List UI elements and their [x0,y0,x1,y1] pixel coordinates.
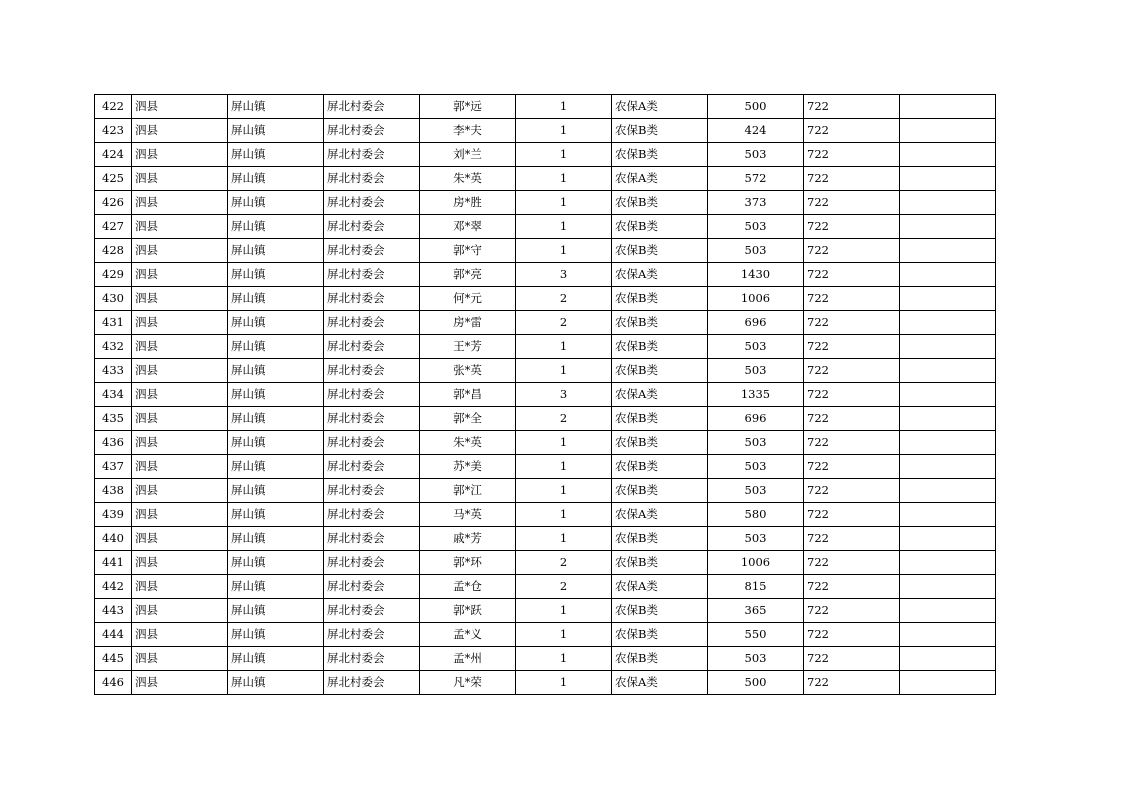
row-number-cell: 440 [95,527,132,551]
name-cell: 苏*美 [420,455,516,479]
remark-cell [900,503,996,527]
county-cell: 泗县 [132,311,228,335]
county-cell: 泗县 [132,575,228,599]
person-count-cell: 1 [516,623,612,647]
remark-cell [900,599,996,623]
code-cell: 722 [804,95,900,119]
town-cell: 屏山镇 [228,287,324,311]
name-cell: 郭*跃 [420,599,516,623]
person-count-cell: 1 [516,191,612,215]
village-committee-cell: 屏北村委会 [324,215,420,239]
code-cell: 722 [804,671,900,695]
table-row [95,143,996,167]
county-cell: 泗县 [132,263,228,287]
town-cell: 屏山镇 [228,455,324,479]
person-count-cell: 2 [516,311,612,335]
amount-cell: 815 [708,575,804,599]
town-cell: 屏山镇 [228,623,324,647]
table-row [95,383,996,407]
village-committee-cell: 屏北村委会 [324,143,420,167]
person-count-cell: 2 [516,407,612,431]
town-cell: 屏山镇 [228,215,324,239]
table-row [95,263,996,287]
code-cell: 722 [804,479,900,503]
table-row [95,431,996,455]
insurance-type-cell: 农保B类 [612,407,708,431]
insurance-type-cell: 农保B类 [612,455,708,479]
county-cell: 泗县 [132,431,228,455]
name-cell: 马*英 [420,503,516,527]
village-committee-cell: 屏北村委会 [324,623,420,647]
insurance-type-cell: 农保B类 [612,479,708,503]
table-row [95,599,996,623]
table-row [95,479,996,503]
town-cell: 屏山镇 [228,527,324,551]
table-row [95,623,996,647]
person-count-cell: 1 [516,431,612,455]
person-count-cell: 1 [516,503,612,527]
remark-cell [900,191,996,215]
insurance-type-cell: 农保B类 [612,551,708,575]
insurance-type-cell: 农保A类 [612,167,708,191]
insurance-type-cell: 农保B类 [612,239,708,263]
name-cell: 戚*芳 [420,527,516,551]
town-cell: 屏山镇 [228,335,324,359]
insurance-type-cell: 农保A类 [612,503,708,527]
county-cell: 泗县 [132,191,228,215]
insurance-type-cell: 农保B类 [612,431,708,455]
village-committee-cell: 屏北村委会 [324,527,420,551]
county-cell: 泗县 [132,143,228,167]
code-cell: 722 [804,599,900,623]
amount-cell: 373 [708,191,804,215]
insurance-type-cell: 农保B类 [612,215,708,239]
insurance-type-cell: 农保B类 [612,623,708,647]
town-cell: 屏山镇 [228,479,324,503]
name-cell: 邓*翠 [420,215,516,239]
table-row [95,359,996,383]
row-number-cell: 436 [95,431,132,455]
remark-cell [900,479,996,503]
row-number-cell: 439 [95,503,132,527]
code-cell: 722 [804,455,900,479]
amount-cell: 500 [708,671,804,695]
remark-cell [900,311,996,335]
remark-cell [900,239,996,263]
name-cell: 郭*江 [420,479,516,503]
name-cell: 李*夫 [420,119,516,143]
name-cell: 郭*昌 [420,383,516,407]
remark-cell [900,551,996,575]
town-cell: 屏山镇 [228,119,324,143]
row-number-cell: 446 [95,671,132,695]
person-count-cell: 1 [516,527,612,551]
person-count-cell: 1 [516,671,612,695]
insurance-type-cell: 农保B类 [612,143,708,167]
name-cell: 郭*远 [420,95,516,119]
row-number-cell: 428 [95,239,132,263]
town-cell: 屏山镇 [228,359,324,383]
name-cell: 朱*英 [420,431,516,455]
name-cell: 郭*亮 [420,263,516,287]
village-committee-cell: 屏北村委会 [324,383,420,407]
county-cell: 泗县 [132,647,228,671]
code-cell: 722 [804,167,900,191]
remark-cell [900,335,996,359]
name-cell: 孟*仓 [420,575,516,599]
county-cell: 泗县 [132,335,228,359]
village-committee-cell: 屏北村委会 [324,551,420,575]
insurance-type-cell: 农保B类 [612,359,708,383]
amount-cell: 503 [708,335,804,359]
remark-cell [900,647,996,671]
insurance-type-cell: 农保A类 [612,575,708,599]
name-cell: 朱*英 [420,167,516,191]
remark-cell [900,383,996,407]
insurance-type-cell: 农保B类 [612,311,708,335]
table-row [95,455,996,479]
table-row [95,503,996,527]
row-number-cell: 424 [95,143,132,167]
code-cell: 722 [804,623,900,647]
table-row [95,239,996,263]
insurance-type-cell: 农保B类 [612,119,708,143]
person-count-cell: 1 [516,599,612,623]
row-number-cell: 445 [95,647,132,671]
name-cell: 王*芳 [420,335,516,359]
code-cell: 722 [804,359,900,383]
code-cell: 722 [804,407,900,431]
table-body [95,95,996,695]
name-cell: 郭*守 [420,239,516,263]
name-cell: 何*元 [420,287,516,311]
amount-cell: 1335 [708,383,804,407]
row-number-cell: 427 [95,215,132,239]
person-count-cell: 1 [516,335,612,359]
name-cell: 郭*全 [420,407,516,431]
village-committee-cell: 屏北村委会 [324,263,420,287]
name-cell: 房*雷 [420,311,516,335]
remark-cell [900,431,996,455]
county-cell: 泗县 [132,119,228,143]
row-number-cell: 432 [95,335,132,359]
town-cell: 屏山镇 [228,407,324,431]
code-cell: 722 [804,431,900,455]
remark-cell [900,671,996,695]
remark-cell [900,623,996,647]
town-cell: 屏山镇 [228,383,324,407]
remark-cell [900,527,996,551]
remark-cell [900,167,996,191]
code-cell: 722 [804,575,900,599]
county-cell: 泗县 [132,287,228,311]
town-cell: 屏山镇 [228,671,324,695]
remark-cell [900,215,996,239]
village-committee-cell: 屏北村委会 [324,647,420,671]
row-number-cell: 442 [95,575,132,599]
village-committee-cell: 屏北村委会 [324,359,420,383]
remark-cell [900,263,996,287]
code-cell: 722 [804,143,900,167]
county-cell: 泗县 [132,479,228,503]
row-number-cell: 443 [95,599,132,623]
table-row [95,335,996,359]
town-cell: 屏山镇 [228,263,324,287]
table-row [95,191,996,215]
code-cell: 722 [804,527,900,551]
table-row [95,647,996,671]
county-cell: 泗县 [132,527,228,551]
name-cell: 凡*荣 [420,671,516,695]
town-cell: 屏山镇 [228,311,324,335]
county-cell: 泗县 [132,239,228,263]
village-committee-cell: 屏北村委会 [324,479,420,503]
village-committee-cell: 屏北村委会 [324,191,420,215]
data-table [94,94,996,695]
insurance-type-cell: 农保A类 [612,263,708,287]
village-committee-cell: 屏北村委会 [324,407,420,431]
county-cell: 泗县 [132,215,228,239]
remark-cell [900,575,996,599]
person-count-cell: 1 [516,143,612,167]
town-cell: 屏山镇 [228,239,324,263]
row-number-cell: 422 [95,95,132,119]
row-number-cell: 431 [95,311,132,335]
insurance-type-cell: 农保A类 [612,95,708,119]
insurance-type-cell: 农保B类 [612,335,708,359]
insurance-type-cell: 农保B类 [612,599,708,623]
amount-cell: 503 [708,215,804,239]
amount-cell: 503 [708,647,804,671]
amount-cell: 503 [708,479,804,503]
amount-cell: 1006 [708,287,804,311]
table-row [95,407,996,431]
code-cell: 722 [804,647,900,671]
amount-cell: 1006 [708,551,804,575]
town-cell: 屏山镇 [228,95,324,119]
county-cell: 泗县 [132,551,228,575]
amount-cell: 503 [708,359,804,383]
village-committee-cell: 屏北村委会 [324,335,420,359]
county-cell: 泗县 [132,383,228,407]
row-number-cell: 437 [95,455,132,479]
person-count-cell: 1 [516,455,612,479]
town-cell: 屏山镇 [228,143,324,167]
insurance-type-cell: 农保B类 [612,191,708,215]
amount-cell: 550 [708,623,804,647]
name-cell: 郭*环 [420,551,516,575]
county-cell: 泗县 [132,455,228,479]
table-row [95,311,996,335]
name-cell: 孟*义 [420,623,516,647]
village-committee-cell: 屏北村委会 [324,575,420,599]
insurance-type-cell: 农保A类 [612,383,708,407]
code-cell: 722 [804,287,900,311]
amount-cell: 503 [708,527,804,551]
amount-cell: 503 [708,455,804,479]
amount-cell: 580 [708,503,804,527]
person-count-cell: 2 [516,551,612,575]
county-cell: 泗县 [132,167,228,191]
amount-cell: 696 [708,407,804,431]
county-cell: 泗县 [132,359,228,383]
table-row [95,215,996,239]
code-cell: 722 [804,551,900,575]
person-count-cell: 1 [516,95,612,119]
insurance-type-cell: 农保B类 [612,527,708,551]
row-number-cell: 434 [95,383,132,407]
row-number-cell: 441 [95,551,132,575]
insurance-type-cell: 农保A类 [612,671,708,695]
amount-cell: 424 [708,119,804,143]
person-count-cell: 1 [516,359,612,383]
row-number-cell: 433 [95,359,132,383]
row-number-cell: 429 [95,263,132,287]
row-number-cell: 423 [95,119,132,143]
name-cell: 房*胜 [420,191,516,215]
village-committee-cell: 屏北村委会 [324,119,420,143]
village-committee-cell: 屏北村委会 [324,671,420,695]
remark-cell [900,407,996,431]
insurance-type-cell: 农保B类 [612,287,708,311]
code-cell: 722 [804,383,900,407]
remark-cell [900,455,996,479]
person-count-cell: 2 [516,575,612,599]
person-count-cell: 1 [516,479,612,503]
town-cell: 屏山镇 [228,647,324,671]
name-cell: 刘*兰 [420,143,516,167]
person-count-cell: 1 [516,215,612,239]
table-row [95,167,996,191]
town-cell: 屏山镇 [228,599,324,623]
person-count-cell: 2 [516,287,612,311]
village-committee-cell: 屏北村委会 [324,311,420,335]
code-cell: 722 [804,263,900,287]
village-committee-cell: 屏北村委会 [324,239,420,263]
amount-cell: 500 [708,95,804,119]
insurance-type-cell: 农保B类 [612,647,708,671]
code-cell: 722 [804,335,900,359]
table-row [95,95,996,119]
person-count-cell: 1 [516,119,612,143]
village-committee-cell: 屏北村委会 [324,167,420,191]
person-count-cell: 1 [516,647,612,671]
amount-cell: 503 [708,143,804,167]
code-cell: 722 [804,215,900,239]
town-cell: 屏山镇 [228,191,324,215]
row-number-cell: 438 [95,479,132,503]
town-cell: 屏山镇 [228,167,324,191]
village-committee-cell: 屏北村委会 [324,287,420,311]
person-count-cell: 3 [516,263,612,287]
remark-cell [900,119,996,143]
county-cell: 泗县 [132,671,228,695]
village-committee-cell: 屏北村委会 [324,455,420,479]
town-cell: 屏山镇 [228,503,324,527]
county-cell: 泗县 [132,623,228,647]
village-committee-cell: 屏北村委会 [324,95,420,119]
county-cell: 泗县 [132,503,228,527]
table-row [95,287,996,311]
row-number-cell: 430 [95,287,132,311]
row-number-cell: 444 [95,623,132,647]
remark-cell [900,95,996,119]
code-cell: 722 [804,119,900,143]
county-cell: 泗县 [132,95,228,119]
village-committee-cell: 屏北村委会 [324,599,420,623]
town-cell: 屏山镇 [228,551,324,575]
county-cell: 泗县 [132,407,228,431]
code-cell: 722 [804,239,900,263]
town-cell: 屏山镇 [228,431,324,455]
village-committee-cell: 屏北村委会 [324,503,420,527]
row-number-cell: 435 [95,407,132,431]
table-row [95,671,996,695]
person-count-cell: 3 [516,383,612,407]
remark-cell [900,359,996,383]
amount-cell: 1430 [708,263,804,287]
code-cell: 722 [804,503,900,527]
row-number-cell: 425 [95,167,132,191]
table-row [95,551,996,575]
code-cell: 722 [804,191,900,215]
code-cell: 722 [804,311,900,335]
table-row [95,575,996,599]
village-committee-cell: 屏北村委会 [324,431,420,455]
amount-cell: 572 [708,167,804,191]
amount-cell: 696 [708,311,804,335]
amount-cell: 503 [708,431,804,455]
person-count-cell: 1 [516,239,612,263]
name-cell: 张*英 [420,359,516,383]
row-number-cell: 426 [95,191,132,215]
town-cell: 屏山镇 [228,575,324,599]
person-count-cell: 1 [516,167,612,191]
amount-cell: 503 [708,239,804,263]
remark-cell [900,143,996,167]
county-cell: 泗县 [132,599,228,623]
remark-cell [900,287,996,311]
amount-cell: 365 [708,599,804,623]
table-row [95,119,996,143]
table-row [95,527,996,551]
name-cell: 孟*州 [420,647,516,671]
